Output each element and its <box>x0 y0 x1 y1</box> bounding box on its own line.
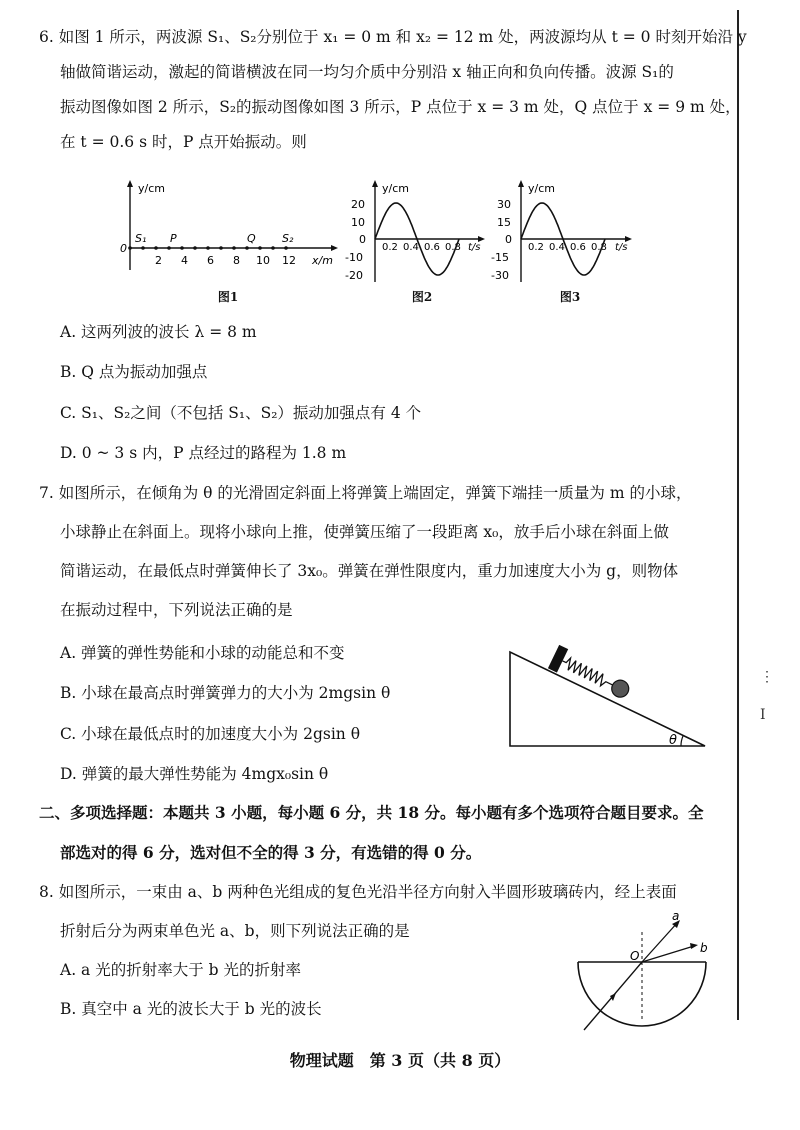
page-footer: 物理试题 第 3 页（共 8 页） <box>289 1051 511 1070</box>
q8-option-b: B. 真空中 a 光的波长大于 b 光的波长 <box>60 1000 322 1018</box>
fig2-ylabel: y/cm <box>382 182 409 195</box>
margin-rule <box>737 10 739 1020</box>
q6-line-3: 振动图像如图 2 所示，S₂的振动图像如图 3 所示，P 点位于 x = 3 m 处，Q 点位于 x = 9 m 处， <box>60 98 741 116</box>
spring-mount <box>548 645 568 673</box>
fig2-xtick-02: 0.2 <box>382 242 398 253</box>
fig3-xtick-06: 0.6 <box>570 242 586 253</box>
q7-option-c: C. 小球在最低点时的加速度大小为 2gsin θ <box>60 725 361 743</box>
fig2-xtick-06: 0.6 <box>424 242 440 253</box>
q6-line-2: 轴做简谐运动，激起的简谐横波在同一均匀介质中分别沿 x 轴正向和负向传播。波源 S₁的 <box>60 63 674 81</box>
fig1-axis-dot <box>284 246 288 250</box>
fig2-ytick-m20: -20 <box>345 269 363 282</box>
fig3-xtick-08: 0.8 <box>591 242 607 253</box>
incident-arrow <box>610 993 616 1001</box>
q7-option-a: A. 弹簧的弹性势能和小球的动能总和不变 <box>60 644 345 662</box>
fig1-axis-dot <box>232 246 236 250</box>
figure-2 <box>340 178 490 286</box>
section2-heading-line-2: 部选对的得 6 分，选对但不全的得 3 分，有选错的得 0 分。 <box>60 843 482 862</box>
fig1-caption: 图1 <box>217 290 239 304</box>
q7-line-4: 在振动过程中，下列说法正确的是 <box>60 601 293 619</box>
fig3-xtick-04: 0.4 <box>549 242 565 253</box>
fig1-point-p: P <box>170 232 177 245</box>
fig1-point-q: Q <box>247 232 256 245</box>
fig1-axis-dot <box>154 246 158 250</box>
fig3-y-arrow <box>518 180 524 187</box>
fig2-xtick-08: 0.8 <box>445 242 461 253</box>
ray-b-arrow <box>690 943 698 949</box>
fig2-y-arrow <box>372 180 378 187</box>
fig3-ytick-m30: -30 <box>491 269 509 282</box>
q7-line-3: 简谐运动，在最低点时弹簧伸长了 3x₀。弹簧在弹性限度内，重力加速度大小为 g，则物体 <box>60 562 679 580</box>
fig1-tick-12: 12 <box>282 254 296 267</box>
incline-figure <box>505 640 715 750</box>
q8-line-1: 8. 如图所示，一束由 a、b 两种色光组成的复色光沿半径方向射入半圆形玻璃砖内，经上表面 <box>39 883 677 901</box>
margin-marks <box>760 668 774 724</box>
q6-option-a: A. 这两列波的波长 λ = 8 m <box>60 323 257 341</box>
fig1-axis-dot <box>206 246 210 250</box>
fig1-axis-dot <box>141 246 145 250</box>
fig1-y-arrow <box>127 180 133 187</box>
fig1-axis-dot <box>193 246 197 250</box>
fig3-ytick-m15: -15 <box>491 251 509 264</box>
fig1-ylabel: y/cm <box>138 182 165 195</box>
fig3-ytick-15: 15 <box>497 216 511 229</box>
q7-option-d: D. 弹簧的最大弹性势能为 4mgx₀sin θ <box>60 765 329 783</box>
fig2-caption: 图2 <box>411 290 433 304</box>
fig1-tick-10: 10 <box>256 254 270 267</box>
fig3-ylabel: y/cm <box>528 182 555 195</box>
fig3-ytick-0: 0 <box>505 233 512 246</box>
margin-mark-dots: ⋮ <box>760 669 774 685</box>
fig1-tick-2: 2 <box>155 254 162 267</box>
fig3-ytick-30: 30 <box>497 198 511 211</box>
label-o: O <box>630 949 640 963</box>
fig1-xlabel: x/m <box>312 254 333 267</box>
fig2-xlabel: t/s <box>468 242 481 253</box>
fig3-caption: 图3 <box>559 290 581 304</box>
fig1-tick-6: 6 <box>207 254 214 267</box>
q8-option-a: A. a 光的折射率大于 b 光的折射率 <box>60 961 301 979</box>
figure-3 <box>483 178 638 286</box>
fig1-axis-dot <box>219 246 223 250</box>
fig1-origin: 0 <box>120 242 127 255</box>
fig1-axis-dot <box>258 246 262 250</box>
q7-line-2: 小球静止在斜面上。现将小球向上推，使弹簧压缩了一段距离 x₀，放手后小球在斜面上做 <box>60 523 669 541</box>
fig3-xtick-02: 0.2 <box>528 242 544 253</box>
spring-coil <box>560 655 616 690</box>
incline-triangle <box>510 652 705 746</box>
q6-line-1: 6. 如图 1 所示，两波源 S₁、S₂分别位于 x₁ = 0 m 和 x₂ = 12 m 处，两波源均从 t = 0 时刻开始沿 y <box>39 28 747 46</box>
angle-label: θ <box>669 733 677 748</box>
semicircle-figure <box>572 912 722 1040</box>
angle-arc <box>681 736 683 746</box>
spring-assembly <box>548 645 634 704</box>
label-b: b <box>700 941 708 955</box>
fig1-axis-dot <box>271 246 275 250</box>
section2-heading-line-1: 二、多项选择题：本题共 3 小题，每小题 6 分，共 18 分。每小题有多个选项符合题目要求。全 <box>39 803 704 822</box>
fig3-xlabel: t/s <box>615 242 628 253</box>
fig2-ytick-10: 10 <box>351 216 365 229</box>
fig1-x-arrow <box>331 245 338 251</box>
fig2-ytick-20: 20 <box>351 198 365 211</box>
margin-mark-bar: I <box>760 707 766 723</box>
fig1-tick-4: 4 <box>181 254 188 267</box>
q6-line-4: 在 t = 0.6 s 时，P 点开始振动。则 <box>60 133 307 151</box>
ball <box>609 677 632 700</box>
q7-option-b: B. 小球在最高点时弹簧弹力的大小为 2mgsin θ <box>60 684 391 702</box>
fig2-xtick-04: 0.4 <box>403 242 419 253</box>
fig1-point-s1: S₁ <box>135 232 147 245</box>
fig1-axis-dot <box>245 246 249 250</box>
fig2-ytick-m10: -10 <box>345 251 363 264</box>
q7-line-1: 7. 如图所示，在倾角为 θ 的光滑固定斜面上将弹簧上端固定，弹簧下端挂一质量为 m 的小球， <box>39 484 692 502</box>
fig1-tick-8: 8 <box>233 254 240 267</box>
fig1-axis-dot <box>167 246 171 250</box>
fig2-ytick-0: 0 <box>359 233 366 246</box>
fig1-axis-dot <box>180 246 184 250</box>
fig1-axis-dot <box>128 246 132 250</box>
q6-option-d: D. 0 ~ 3 s 内，P 点经过的路程为 1.8 m <box>60 444 347 462</box>
q6-option-c: C. S₁、S₂之间（不包括 S₁、S₂）振动加强点有 4 个 <box>60 404 422 422</box>
figure-1 <box>112 178 342 278</box>
q6-option-b: B. Q 点为振动加强点 <box>60 363 208 381</box>
label-a: a <box>672 912 680 923</box>
fig1-point-s2: S₂ <box>282 232 294 245</box>
q8-line-2: 折射后分为两束单色光 a、b，则下列说法正确的是 <box>60 922 410 940</box>
